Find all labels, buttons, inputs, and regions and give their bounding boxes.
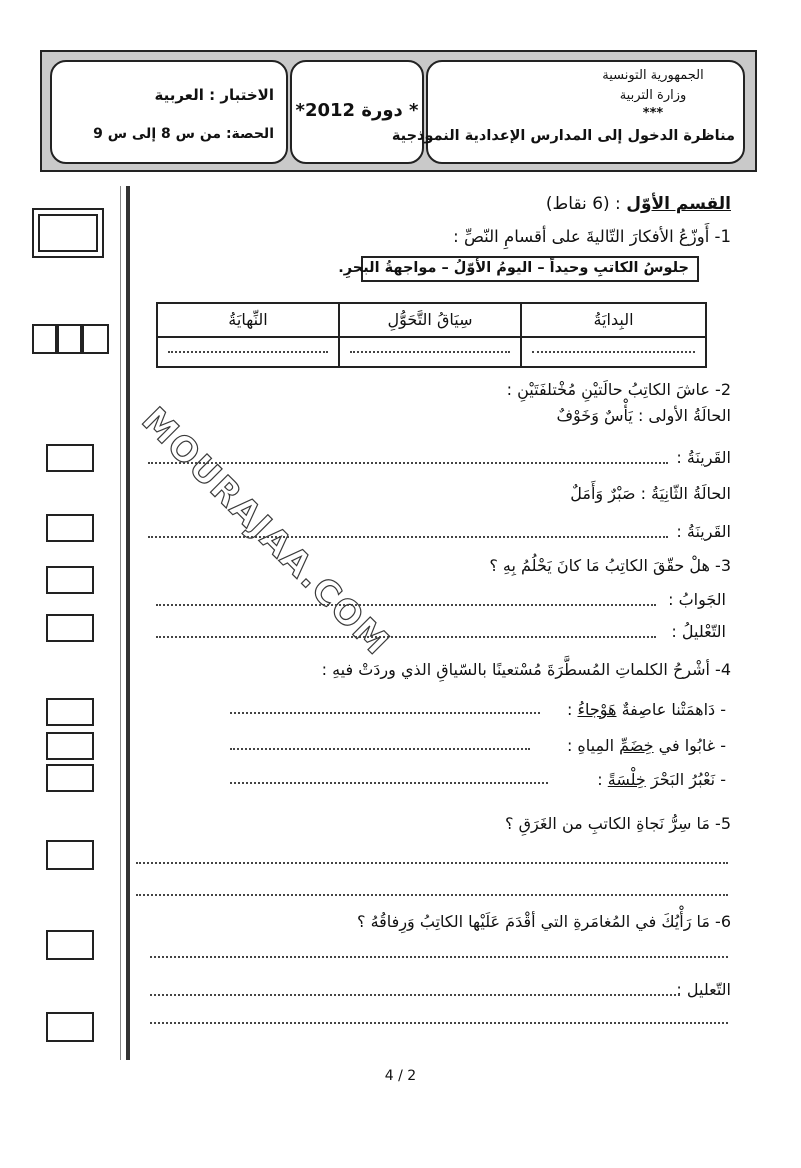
score-box-3[interactable] <box>82 324 109 354</box>
section-title: القسم الأوّل <box>626 194 731 214</box>
ideas-box <box>338 256 699 282</box>
q4-item-colon: : <box>567 700 578 719</box>
q1-prompt: 1- أَوزّعُ الأفكارَ التّاليةَ على أقسامِ النّصِّ : <box>453 227 731 246</box>
q2-state2: الحالَةُ الثّانِيَةُ : صَبْرٌ وَأَمَلٌ <box>570 484 731 503</box>
answer-dots[interactable] <box>230 712 540 714</box>
table-col-ending <box>158 304 338 366</box>
q6-reason-label: التّعليل : <box>676 980 731 999</box>
q3-prompt: 3- هلْ حقّقَ الكاتِبُ مَا كانَ يَحْلُمُ بِهِ ؟ <box>489 556 731 575</box>
answer-dots[interactable] <box>148 536 668 538</box>
q4-item-2 <box>567 736 726 755</box>
underlined-word: خِضَمِّ <box>619 736 654 755</box>
q4-item-colon: : <box>597 770 608 789</box>
table-header: النِّهايَةُ <box>228 310 268 329</box>
subject-label: الاختبار : العربية <box>154 86 274 104</box>
session-label: * دورة 2012* <box>295 100 419 121</box>
duration-label: الحصة: من س 8 إلى س 9 <box>93 126 274 142</box>
score-box-q4a[interactable] <box>46 698 94 726</box>
answer-dots[interactable] <box>150 1022 728 1024</box>
score-box-q4c[interactable] <box>46 764 94 792</box>
answer-dots[interactable] <box>156 636 656 638</box>
section-points: : (6 نقاط) <box>545 194 621 214</box>
q4-item-1 <box>567 700 726 719</box>
session-box <box>290 60 424 164</box>
score-box-q2a[interactable] <box>46 444 94 472</box>
page-number: 4 / 2 <box>384 1068 417 1084</box>
subject-box <box>50 60 288 164</box>
q5-prompt: 5- مَا سِرُّ نَجاةِ الكاتبِ من الغَرَقِ ؟ <box>505 814 731 833</box>
q2-prompt: 2- عاشَ الكاتِبُ حالَتيْنِ مُخْتلفَتَيْنِ : <box>506 380 731 399</box>
score-box-q3b[interactable] <box>46 614 94 642</box>
q3-answer-label: الجَوابُ : <box>668 590 726 609</box>
q2-state1: الحالَةُ الأولى : يَأْسٌ وَخَوْفٌ <box>556 406 731 425</box>
score-box-q3a[interactable] <box>46 566 94 594</box>
grade-box-outer <box>32 208 104 258</box>
table-header: البِدايَةُ <box>593 310 634 329</box>
answer-dots[interactable] <box>230 748 530 750</box>
answer-dots[interactable] <box>230 782 548 784</box>
exam-header <box>40 50 757 172</box>
stars-label: *** <box>642 106 664 121</box>
watermark: MOURAJAA.COM <box>133 400 398 665</box>
grade-box-inner <box>38 214 98 252</box>
score-box-1[interactable] <box>32 324 57 354</box>
score-box-2[interactable] <box>57 324 82 354</box>
score-box-q2b[interactable] <box>46 514 94 542</box>
q6-prompt: 6- مَا رَأْيُكَ في المُغامَرةِ التي أقْدَمَ عَلَيْها الكاتِبُ وَرِفاقُهُ ؟ <box>357 912 731 931</box>
margin-thin-line <box>120 186 121 1060</box>
institution-box <box>391 60 745 164</box>
table-header: سِيَاقُ التَّحَوُّلِ <box>387 310 473 329</box>
score-box-q5[interactable] <box>46 840 94 870</box>
underlined-word: خِلْسَةً <box>607 770 646 789</box>
answer-dots[interactable] <box>136 862 728 864</box>
answer-dots[interactable] <box>136 894 728 896</box>
q4-item-text: - دَاهمَتْنا عاصِفةٌ <box>616 700 726 719</box>
q4-item-text: - نَعْبُرُ البَحْرَ <box>645 770 726 789</box>
ministry-label: وزارة التربية <box>619 88 687 103</box>
answer-dots[interactable] <box>150 994 680 996</box>
ideas-text: جلوسُ الكاتبِ وحيداً – اليومُ الأوّلُ – مواجهةُ البحرِ. <box>338 260 689 276</box>
answer-dots[interactable] <box>150 956 728 958</box>
republic-label: الجمهورية التونسية <box>602 68 704 83</box>
answer-dots[interactable] <box>156 604 656 606</box>
answer-dots[interactable] <box>350 351 510 353</box>
answer-dots[interactable] <box>168 351 328 353</box>
answer-dots[interactable] <box>532 351 695 353</box>
section-heading <box>546 194 731 214</box>
q4-item-text: - غابُوا في <box>653 736 726 755</box>
table-col-beginning <box>520 304 705 366</box>
score-box-q6b[interactable] <box>46 1012 94 1042</box>
table-col-turning <box>338 304 520 366</box>
q2-evidence1-label: القَرينَةُ : <box>676 448 731 467</box>
table-divider <box>158 336 705 338</box>
q4-prompt: 4- أشْرحُ الكلماتِ المُسطَّرَةَ مُسْتعينًا بالسّياقِ الذي وردَتْ فيهِ : <box>321 660 731 679</box>
q4-item-colon: المِياهِ : <box>566 736 620 755</box>
q2-evidence2-label: القَرينَةُ : <box>676 522 731 541</box>
score-box-q6a[interactable] <box>46 930 94 960</box>
q4-item-3 <box>597 770 726 789</box>
margin-line <box>126 186 130 1060</box>
parts-table <box>156 302 707 368</box>
exam-name: مناظرة الدخول إلى المدارس الإعدادية النموذجية <box>391 128 735 144</box>
score-box-q4b[interactable] <box>46 732 94 760</box>
underlined-word: هَوْجاءُ <box>577 700 617 719</box>
q3-reason-label: التّعْليلُ : <box>671 622 726 641</box>
